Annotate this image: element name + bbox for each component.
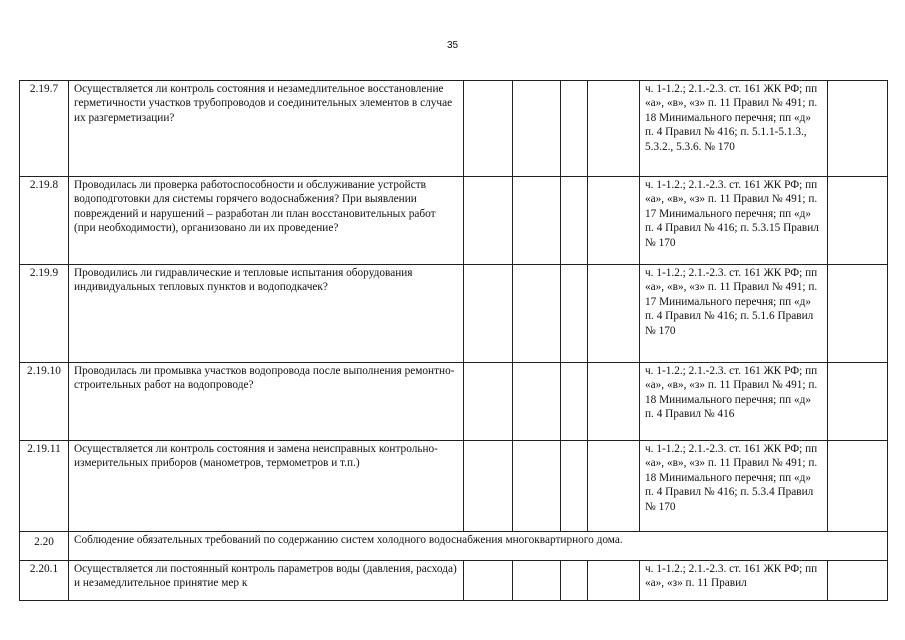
notes-cell[interactable] — [828, 81, 888, 177]
answer-cell-extra[interactable] — [588, 81, 640, 177]
item-question: Осуществляется ли постоянный контроль параметров воды (давления, расхода) и незамедлительное принятие мер к — [69, 561, 464, 601]
answer-cell-no[interactable] — [513, 265, 561, 363]
notes-cell[interactable] — [828, 177, 888, 265]
answer-cell-extra[interactable] — [588, 363, 640, 441]
notes-cell[interactable] — [828, 561, 888, 601]
table-row — [20, 81, 888, 177]
answer-cell-yes[interactable] — [464, 177, 513, 265]
answer-cell-extra[interactable] — [588, 441, 640, 532]
answer-cell-no[interactable] — [513, 363, 561, 441]
answer-cell-no[interactable] — [513, 441, 561, 532]
item-question: Проводились ли гидравлические и тепловые испытания оборудования индивидуальных тепловых пунктов и водоподкачек? — [69, 265, 464, 363]
item-number: 2.19.7 — [20, 81, 69, 177]
answer-cell-extra[interactable] — [588, 177, 640, 265]
table-row — [20, 561, 888, 601]
answer-cell-no[interactable] — [513, 177, 561, 265]
table-row — [20, 177, 888, 265]
answer-cell-na[interactable] — [561, 265, 588, 363]
answer-cell-yes[interactable] — [464, 81, 513, 177]
answer-cell-na[interactable] — [561, 561, 588, 601]
section-number: 2.20 — [20, 532, 69, 561]
item-number: 2.19.8 — [20, 177, 69, 265]
answer-cell-yes[interactable] — [464, 265, 513, 363]
answer-cell-yes[interactable] — [464, 441, 513, 532]
section-title: Соблюдение обязательных требований по содержанию систем холодного водоснабжения многоквартирного дома. — [69, 532, 888, 561]
item-reference: ч. 1-1.2.; 2.1.-2.3. ст. 161 ЖК РФ; пп «а», «з» п. 11 Правил — [640, 561, 828, 601]
table-row — [20, 441, 888, 532]
answer-cell-no[interactable] — [513, 561, 561, 601]
item-number: 2.19.9 — [20, 265, 69, 363]
item-reference: ч. 1-1.2.; 2.1.-2.3. ст. 161 ЖК РФ; пп «а», «в», «з» п. 11 Правил № 491; п. 18 Минимального перечня; пп «д» п. 4 Правил № 416; п. 5.3.4 Правил № 170 — [640, 441, 828, 532]
table-row — [20, 265, 888, 363]
answer-cell-na[interactable] — [561, 363, 588, 441]
answer-cell-yes[interactable] — [464, 363, 513, 441]
item-question: Проводилась ли проверка работоспособности и обслуживание устройств водоподготовки для системы горячего водоснабжения? При выявлении повреждений и нарушений – разработан ли план восстановительных работ (при необходимости), организовано ли их проведение? — [69, 177, 464, 265]
checklist-table — [19, 80, 888, 601]
notes-cell[interactable] — [828, 363, 888, 441]
answer-cell-na[interactable] — [561, 177, 588, 265]
item-number: 2.19.11 — [20, 441, 69, 532]
item-reference: ч. 1-1.2.; 2.1.-2.3. ст. 161 ЖК РФ; пп «а», «в», «з» п. 11 Правил № 491; п. 17 Минимального перечня; пп «д» п. 4 Правил № 416; п. 5.3.15 Правил № 170 — [640, 177, 828, 265]
notes-cell[interactable] — [828, 265, 888, 363]
table-row — [20, 363, 888, 441]
item-number: 2.19.10 — [20, 363, 69, 441]
notes-cell[interactable] — [828, 441, 888, 532]
item-reference: ч. 1-1.2.; 2.1.-2.3. ст. 161 ЖК РФ; пп «а», «в», «з» п. 11 Правил № 491; п. 17 Минимального перечня; пп «д» п. 4 Правил № 416; п. 5.1.6 Правил № 170 — [640, 265, 828, 363]
answer-cell-extra[interactable] — [588, 265, 640, 363]
section-row — [20, 532, 888, 561]
answer-cell-na[interactable] — [561, 441, 588, 532]
answer-cell-extra[interactable] — [588, 561, 640, 601]
item-question: Осуществляется ли контроль состояния и незамедлительное восстановление герметичности участков трубопроводов и соединительных элементов в случае их разгерметизации? — [69, 81, 464, 177]
item-question: Проводилась ли промывка участков водопровода после выполнения ремонтно-строительных работ на водопроводе? — [69, 363, 464, 441]
item-number: 2.20.1 — [20, 561, 69, 601]
item-question: Осуществляется ли контроль состояния и замена неисправных контрольно-измерительных приборов (манометров, термометров и т.п.) — [69, 441, 464, 532]
answer-cell-yes[interactable] — [464, 561, 513, 601]
answer-cell-na[interactable] — [561, 81, 588, 177]
answer-cell-no[interactable] — [513, 81, 561, 177]
page-number: 35 — [446, 40, 459, 51]
item-reference: ч. 1-1.2.; 2.1.-2.3. ст. 161 ЖК РФ; пп «а», «в», «з» п. 11 Правил № 491; п. 18 Минимального перечня; пп «д» п. 4 Правил № 416; п. 5.1.1-5.1.3., 5.3.2., 5.3.6. № 170 — [640, 81, 828, 177]
item-reference: ч. 1-1.2.; 2.1.-2.3. ст. 161 ЖК РФ; пп «а», «в», «з» п. 11 Правил № 491; п. 18 Минимального перечня; пп «д» п. 4 Правил № 416 — [640, 363, 828, 441]
